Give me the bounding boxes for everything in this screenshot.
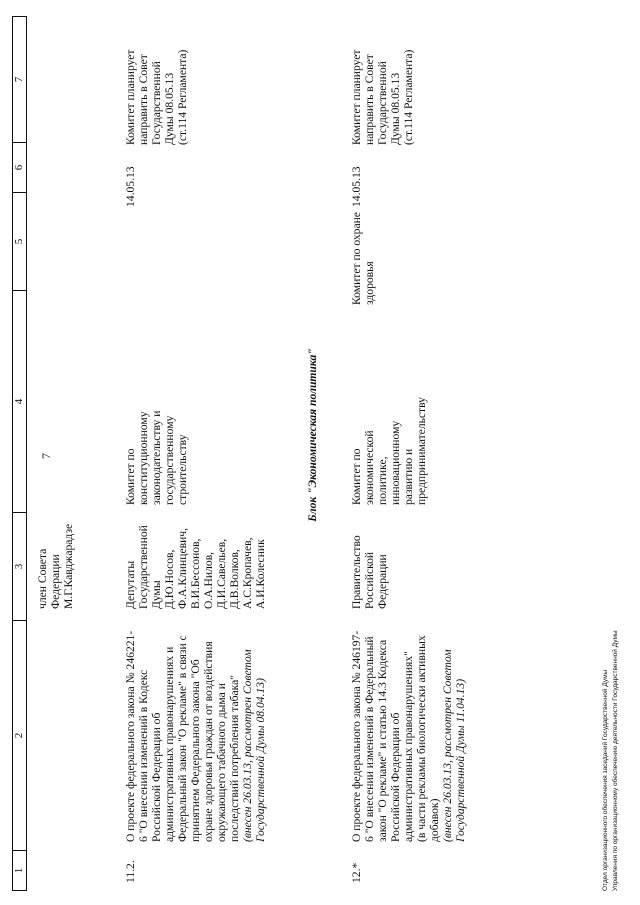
responsible-committee: Комитет по конституционному законодательству и государственному строительству [124,410,189,505]
carry-over-author: член Совета Федерации М.Г.Кавджарадзе [36,523,75,609]
column-header-7: 7 [13,17,27,143]
row-title [124,628,267,842]
co-committee: Комитет по охране здоровья [350,212,376,305]
bill-note: (внесен 26.03.13, рассмотрен Советом Государственной Думы 08.04.13) [240,649,267,842]
footer-line-1: Отдел организационного обеспечения заседаний Государственной Думы [602,669,609,891]
review-date: 14.05.13 [350,166,363,207]
responsible-committee: Комитет по экономической политике, инновационному развитию и предпринимательству [350,397,428,505]
row-number: 11.2. [124,860,137,883]
column-header-3: 3 [13,513,27,621]
column-header-5: 5 [13,193,27,291]
section-title: Блок "Экономическая политика" [306,348,319,522]
bill-title: О проекте федерального закона № 246221-6 "О внесении изменений в Кодекс Российской Федерации об административных правонарушениях и Федеральный закон "О рекламе" в связи с принятием Федерального закона "Об охране здоровья граждан от воздействия окружающего табачного дыма и последствий потребления табака" [124,630,241,842]
bill-author: Депутаты Государственной Думы Д.Ю.Носов, Ф.А.Клинцевич, В.И.Бессонов, О.А.Нилов, Д.И.Савельев, Д.В.Волков, А.С.Кропачев, А.И.Колесник [124,525,267,609]
page-number: 7 [39,453,53,459]
committee-plan: Комитет планирует направить в Совет Государственной Думы 08.05.13 (ст.114 Регламента) [124,49,189,145]
column-header-4: 4 [13,291,27,513]
column-header-table [12,16,27,891]
row-number: 12.* [350,862,363,883]
bill-note: (внесен 26.03.13, рассмотрен Советом Государственной Думы 11.04.13) [440,649,467,842]
column-header-6: 6 [13,143,27,193]
column-header-1: 1 [13,851,27,891]
bill-author: Правительство Российской Федерации [350,535,389,609]
row-title [350,628,467,842]
committee-plan: Комитет планирует направить в Совет Государственной Думы 08.05.13 (ст.114 Регламента) [350,49,415,145]
review-date: 14.05.13 [124,166,137,207]
footer-line-2: Управления по организационному обеспечению деятельности Государственной Думы [612,630,619,891]
bill-title: О проекте федерального закона № 246197-6 "О внесении изменений в Федеральный закон "О рекламе" и статью 14.3 Кодекса Российской Федерации об административных правонарушениях" (в части рекламы биологически активных добавок) [350,630,441,842]
column-header-2: 2 [13,621,27,851]
